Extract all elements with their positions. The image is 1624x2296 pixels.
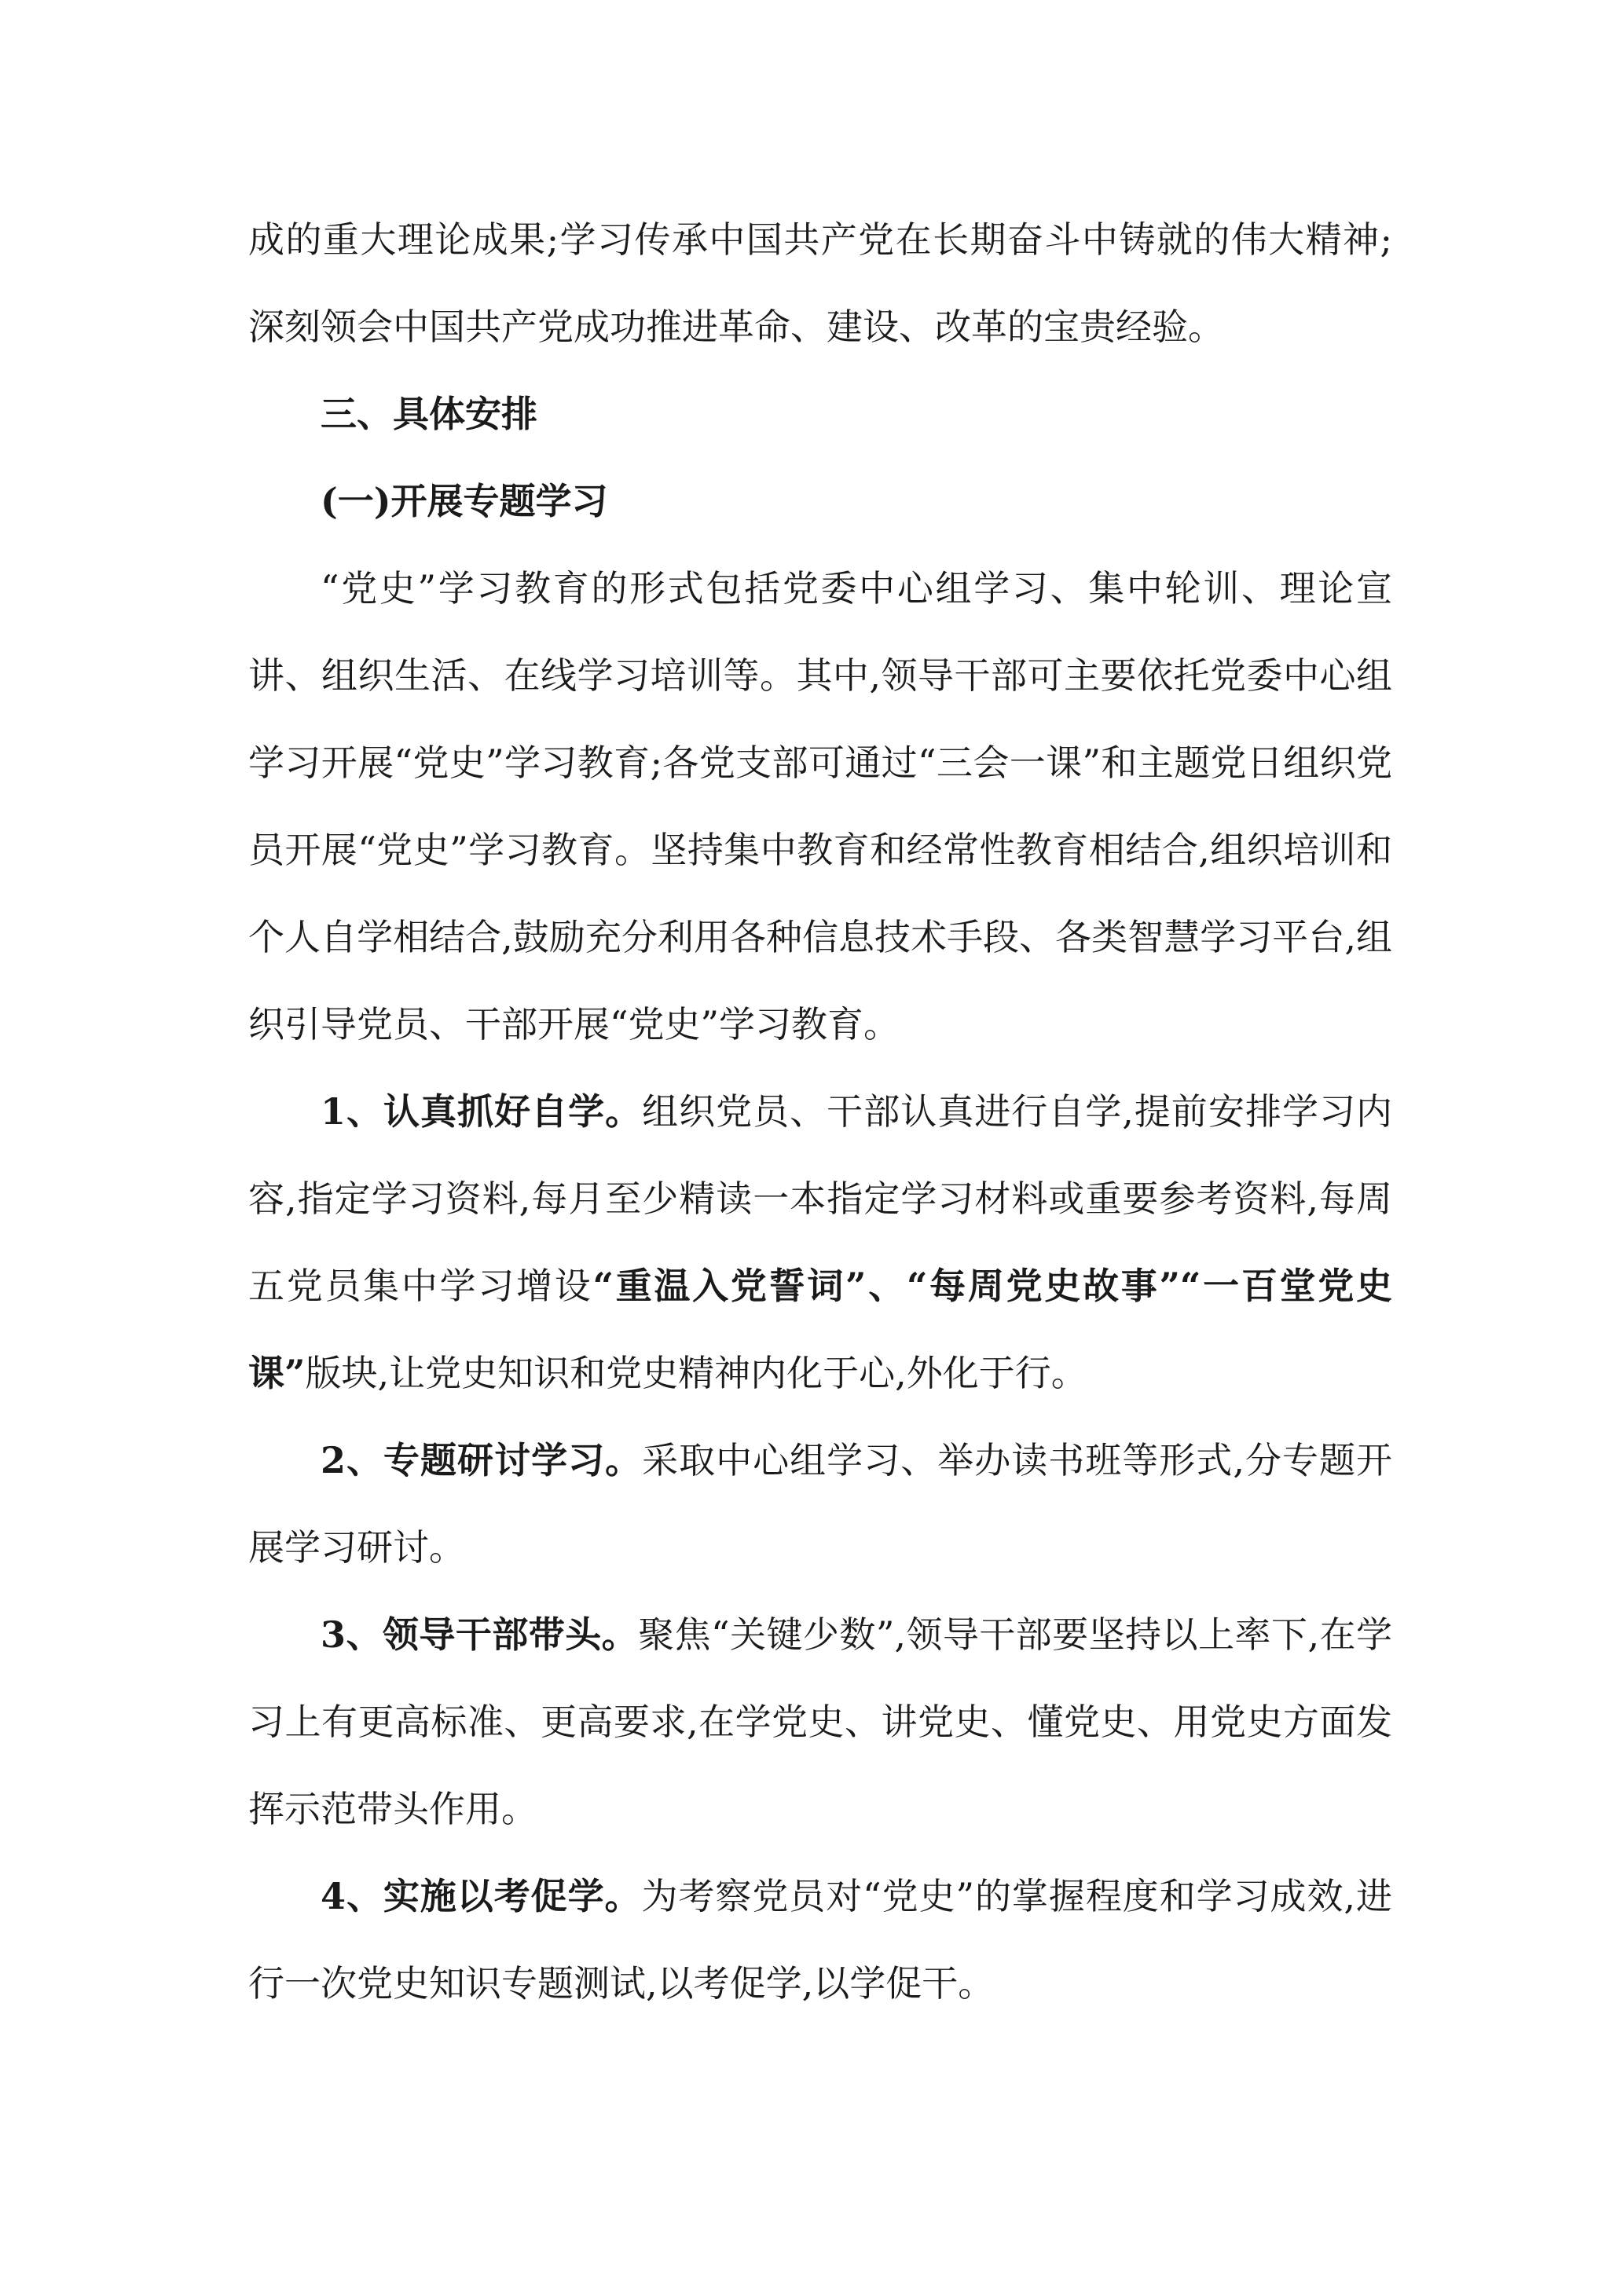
item-bold-text: “重温入党誓词”、“每周党史故事”“一百堂党史课” (248, 1265, 1393, 1394)
item-title: 1、认真抓好自学。 (321, 1090, 643, 1133)
item-text-end: 版块,让党史知识和党史精神内化于心,外化于行。 (305, 1352, 1087, 1394)
item-title: 3、领导干部带头。 (321, 1613, 639, 1656)
paragraph-study-forms: “党史”学习教育的形式包括党委中心组学习、集中轮训、理论宣讲、组织生活、在线学习培训等。其中,领导干部可主要依托党委中心组学习开展“党史”学习教育;各党支部可通过“三会一课”和主题党日组织党员开展“党史”学习教育。坚持集中教育和经常性教育相结合,组织培训和个人自学相结合,鼓励充分利用各种信息技术手段、各类智慧学习平台,组织引导党员、干部开展“党史”学习教育。 (248, 567, 1392, 1045)
document-page (248, 196, 1392, 2027)
list-item-self-study (248, 1068, 1392, 1417)
paragraph-continuation: 成的重大理论成果;学习传承中国共产党在长期奋斗中铸就的伟大精神;深刻领会中国共产党成功推进革命、建设、改革的宝贵经验。 (248, 218, 1392, 348)
subsection-heading-study: (一)开展专题学习 (321, 480, 608, 522)
item-text: 聚焦“关键少数”,领导干部要坚持以上率下,在学习上有更高标准、更高要求,在学党史、讲党史、懂党史、用党史方面发挥示范带头作用。 (248, 1613, 1392, 1830)
list-item-exam (248, 1853, 1392, 2027)
list-item-seminar (248, 1417, 1392, 1591)
item-title: 2、专题研讨学习。 (321, 1439, 643, 1481)
item-text: 组织党员、干部认真进行自学,提前安排学习内容,指定学习资料,每月至少精读一本指定学习材料或重要参考资料,每周五党员集中学习增设 (248, 1090, 1392, 1307)
list-item-leaders (248, 1591, 1392, 1853)
item-text: 为考察党员对“党史”的掌握程度和学习成效,进行一次党史知识专题测试,以考促学,以学促干。 (248, 1875, 1393, 2005)
item-title: 4、实施以考促学。 (321, 1875, 642, 1917)
item-text: 采取中心组学习、举办读书班等形式,分专题开展学习研讨。 (248, 1439, 1392, 1569)
section-heading-arrangements: 三、具体安排 (321, 393, 537, 435)
